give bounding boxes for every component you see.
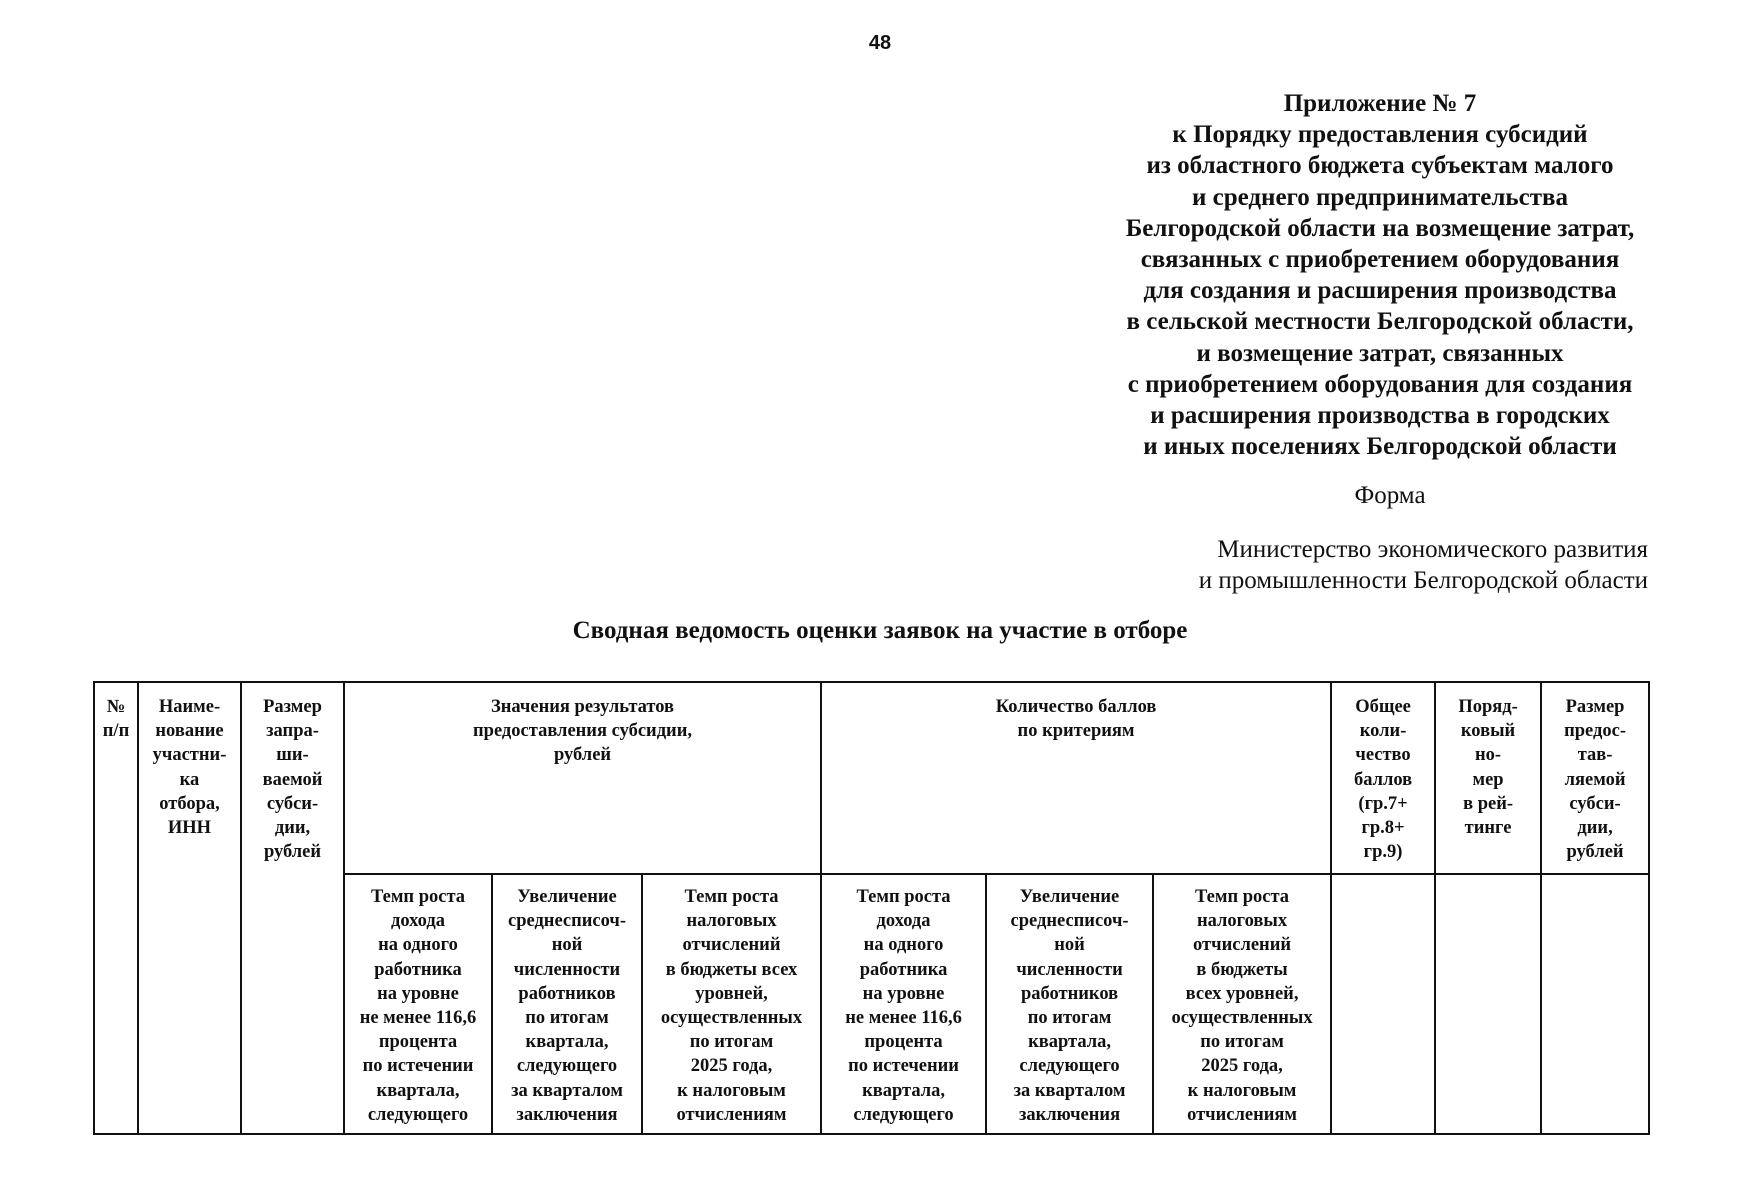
- subheader-results-staff: Увеличение среднесписоч- ной численности работников по итогам квартала, следующего за кварталом заключения: [492, 874, 642, 1134]
- subheader-points-income: Темп роста дохода на одного работника на уровне не менее 116,6 процента по истечении квартала, следующего: [821, 874, 986, 1134]
- page-number: 48: [868, 32, 892, 54]
- header-participant-name: Наиме- нование участни- ка отбора, ИНН: [138, 682, 241, 1134]
- subheader-points-tax: Темп роста налоговых отчислений в бюджеты всех уровней, осуществленных по итогам 2025 года, к налоговым отчислениям: [1153, 874, 1331, 1134]
- form-label: Форма: [1354, 482, 1426, 509]
- header-points-group: Количество баллов по критериям: [821, 682, 1331, 874]
- appendix-line: и возмещение затрат, связанных: [1196, 339, 1564, 367]
- appendix-line: Приложение № 7: [1283, 90, 1477, 117]
- empty-cell-total: [1331, 874, 1435, 1134]
- header-results-group: Значения результатов предоставления субсидии, рублей: [344, 682, 821, 874]
- ministry-line: и промышленности Белгородской области: [1198, 567, 1648, 594]
- appendix-line: и расширения производства в городских: [1150, 402, 1610, 430]
- header-requested-subsidy: Размер запра- ши- ваемой субси- дии, рублей: [241, 682, 344, 1134]
- appendix-line: для создания и расширения производства: [1143, 277, 1617, 305]
- empty-cell-rank: [1435, 874, 1541, 1134]
- header-granted-subsidy: Размер предос- тав- ляемой субси- дии, рублей: [1541, 682, 1649, 874]
- table-header-row: [94, 682, 1649, 874]
- ministry-name: [1199, 534, 1648, 596]
- appendix-line: к Порядку предоставления субсидий: [1172, 121, 1588, 149]
- header-total-points: Общее коли- чество баллов (гр.7+ гр.8+ гр.9): [1331, 682, 1435, 874]
- appendix-line: в сельской местности Белгородской области,: [1126, 308, 1634, 336]
- empty-cell-granted: [1541, 874, 1649, 1134]
- header-num: № п/п: [94, 682, 138, 1134]
- appendix-line: связанных с приобретением оборудования: [1140, 246, 1620, 274]
- subheader-points-staff: Увеличение среднесписоч- ной численности работников по итогам квартала, следующего за кварталом заключения: [986, 874, 1153, 1134]
- document-title: Сводная ведомость оценки заявок на участие в отборе: [572, 617, 1188, 644]
- appendix-line: и среднего предпринимательства: [1191, 183, 1568, 211]
- appendix-line: и иных поселениях Белгородской области: [1143, 433, 1617, 461]
- appendix-line: Белгородской области на возмещение затрат,: [1125, 214, 1635, 242]
- header-rank: Поряд- ковый но- мер в рей- тинге: [1435, 682, 1541, 874]
- appendix-line: с приобретением оборудования для создания: [1127, 370, 1633, 398]
- ministry-line: Министерство экономического развития: [1217, 536, 1648, 563]
- subheader-results-income: Темп роста дохода на одного работника на уровне не менее 116,6 процента по истечении квартала, следующего: [344, 874, 492, 1134]
- appendix-heading: [1050, 88, 1710, 462]
- subheader-results-tax: Темп роста налоговых отчислений в бюджеты всех уровней, осуществленных по итогам 2025 года, к налоговым отчислениям: [642, 874, 821, 1134]
- evaluation-table: [93, 681, 1650, 1135]
- appendix-line: из областного бюджета субъектам малого: [1146, 152, 1614, 180]
